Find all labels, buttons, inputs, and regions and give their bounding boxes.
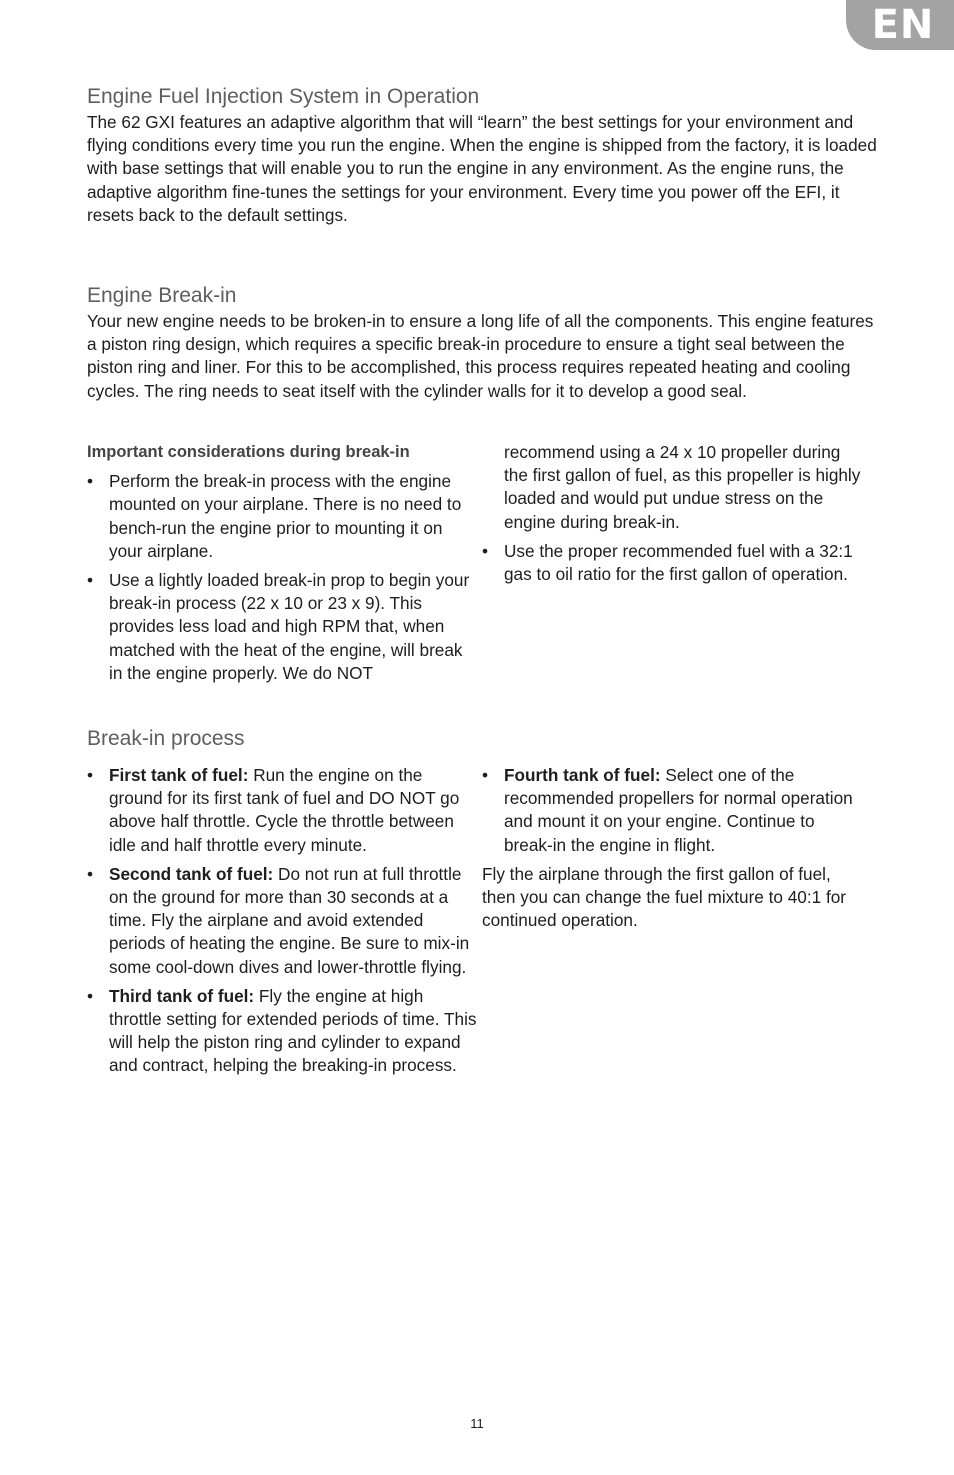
process-steps-list-right bbox=[482, 764, 867, 857]
section-title-efi: Engine Fuel Injection System in Operation bbox=[87, 85, 480, 108]
list-item: • Third tank of fuel: Fly the engine at high throttle setting for extended periods of time. This will help the piston ring and cylinder to expand and contract, helping the breaking-in process. bbox=[87, 985, 477, 1076]
considerations-list-right bbox=[482, 540, 867, 586]
considerations-left-column bbox=[87, 441, 477, 691]
closing-paragraph: Fly the airplane through the first gallon of fuel, then you can change the fuel mixture to 40:1 for continued operation. bbox=[482, 863, 847, 931]
bullet-icon: • bbox=[87, 471, 94, 492]
bullet-icon: • bbox=[482, 540, 489, 561]
section-title-process: Break-in process bbox=[87, 727, 245, 750]
process-left-column bbox=[87, 764, 477, 1084]
section-body-efi: The 62 GXI features an adaptive algorithm that will “learn” the best settings for your environment and flying conditions every time you run the engine. When the engine is shipped from the factory, it is loaded with base settings that will enable you to run the engine in any environment. As the engine runs, the adaptive algorithm fine-tunes the settings for your environment. Every time you power off the EFI, it resets back to the default settings. bbox=[87, 112, 877, 225]
bullet-icon: • bbox=[87, 765, 94, 785]
language-tab bbox=[846, 0, 954, 50]
language-label: EN bbox=[871, 2, 935, 48]
considerations-list bbox=[87, 470, 477, 685]
bullet-icon: • bbox=[87, 985, 94, 1006]
section-title-break-in: Engine Break-in bbox=[87, 284, 237, 307]
list-item: • Second tank of fuel: Do not run at full throttle on the ground for more than 30 seconds at a time. Fly the airplane and avoid extended periods of heating the engine. Be sure to mix-in some cool-down dives and lower-throttle flying. bbox=[87, 863, 470, 977]
bullet-icon: • bbox=[482, 765, 489, 785]
considerations-right-column bbox=[482, 441, 867, 592]
process-steps-list bbox=[87, 764, 477, 1078]
list-item: • Perform the break-in process with the engine mounted on your airplane. There is no need to bench-run the engine prior to mounting it on your airplane. bbox=[87, 471, 462, 561]
section-body-break-in: Your new engine needs to be broken-in to ensure a long life of all the components. This engine features a piston ring design, which requires a specific break-in procedure to ensure a tight seal between the piston ring and liner. For this to be accomplished, this process requires repeated heating and cooling cycles. The ring needs to seat itself with the cylinder walls for it to develop a good seal. bbox=[87, 311, 874, 401]
bullet-continuation: recommend using a 24 x 10 propeller during the first gallon of fuel, as this propeller is highly loaded and would put undue stress on the engine during break-in. bbox=[504, 442, 861, 532]
process-right-column bbox=[482, 764, 867, 932]
page-number: 11 bbox=[470, 1416, 484, 1431]
list-item: • Use the proper recommended fuel with a 32:1 gas to oil ratio for the first gallon of operation. bbox=[482, 540, 853, 585]
list-item: • Use a lightly loaded break-in prop to begin your break-in process (22 x 10 or 23 x 9). This provides less load and high RPM that, when matched with the heat of the engine, will break in the engine properly. We do NOT bbox=[87, 570, 470, 683]
considerations-subhead: Important considerations during break-in bbox=[87, 443, 410, 461]
bullet-icon: • bbox=[87, 570, 94, 591]
list-item: • First tank of fuel: Run the engine on the ground for its first tank of fuel and DO NOT go above half throttle. Cycle the throttle between idle and half throttle every minute. bbox=[87, 765, 460, 855]
list-item: • Fourth tank of fuel: Select one of the recommended propellers for normal operation and mount it on your engine. Continue to break-in the engine in flight. bbox=[482, 765, 853, 855]
bullet-icon: • bbox=[87, 863, 94, 884]
